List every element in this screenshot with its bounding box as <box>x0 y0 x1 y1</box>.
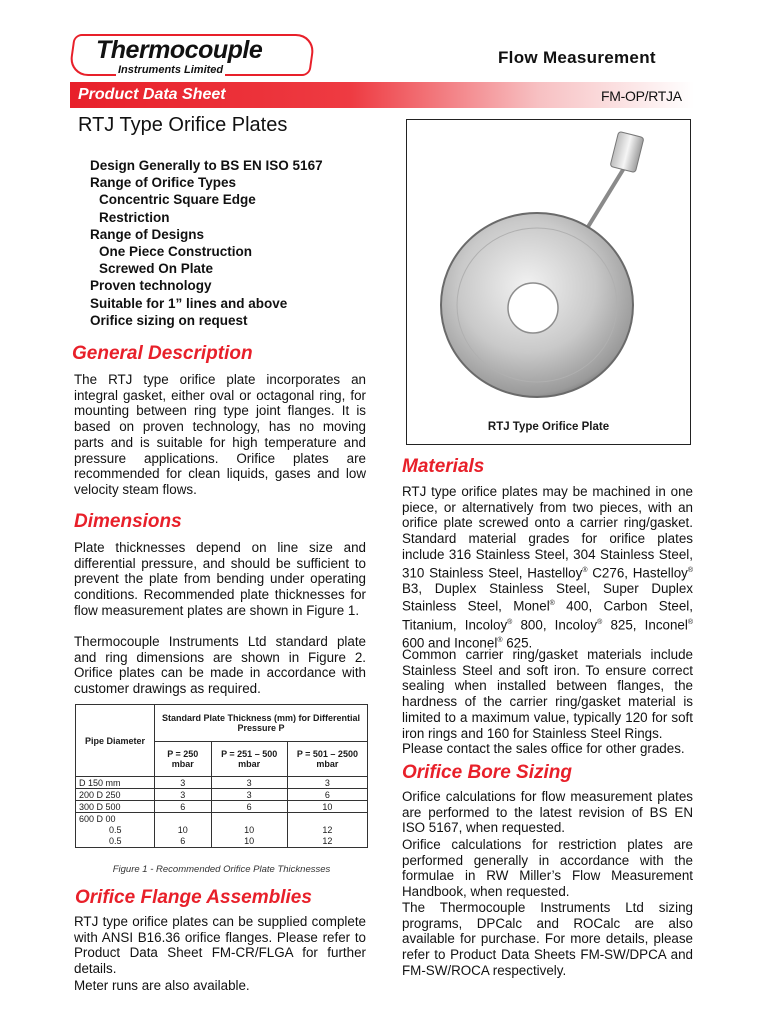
general-description-text: The RTJ type orifice plate incorporates an integral gasket, either oval or octagonal ring, for mounting between ring type joint flanges. It is based on proven technology, has no moving parts and is suitable for high temperature and pressure applications. Orifice plates are recommended for clean liquids, gases and low velocity steam flows. <box>74 372 366 497</box>
materials-text-segment: 800, Incoloy <box>512 617 598 633</box>
registered-mark: ® <box>549 600 555 608</box>
list-item: Suitable for 1” lines and above <box>90 295 288 311</box>
table-cell <box>155 813 212 848</box>
document-code: FM-OP/RTJA <box>601 88 682 104</box>
bore-sizing-text-3: The Thermocouple Instruments Ltd sizing programs, DPCalc and ROCalc are also available for purchase. For more details, please refer to Product Data Sheets FM-SW/DPCA and FM-SW/ROCA respectively. <box>402 900 693 978</box>
banner-title: Product Data Sheet <box>78 86 226 103</box>
table-cell: 300 D 500 <box>76 801 155 813</box>
cell-value: 10 <box>177 825 188 835</box>
list-item: One Piece Construction <box>99 244 253 260</box>
materials-text-segment: RTJ type orifice plates may be machined in one piece, or alternatively from two pieces, with an orifice plate screwed onto a carrier ring/gasket. Standard material grades for orifice plates include 316 Stainless Steel, 304 Stainless Steel, 310 Stainless Steel, Hastelloy <box>402 484 693 580</box>
section-title: Flow Measurement <box>498 48 656 67</box>
table-cell: 10 <box>287 801 367 813</box>
photo-caption: RTJ Type Orifice Plate <box>487 421 610 433</box>
table-row <box>76 813 368 848</box>
feature-list <box>90 157 323 329</box>
table-cell <box>287 813 367 848</box>
table-subheader: P = 251 – 500 mbar <box>211 742 287 777</box>
registered-mark: ® <box>582 566 588 574</box>
table-cell: 3 <box>287 777 367 789</box>
plate-thickness-table <box>75 704 368 848</box>
materials-text-segment: 400, Carbon Steel, Titanium, Incoloy <box>402 598 693 633</box>
table-row <box>76 801 368 813</box>
materials-text-segment: 825, Inconel <box>602 617 688 633</box>
bore-sizing-text-2: Orifice calculations for restriction plates are performed generally in accordance with the formulae in RW Miller’s Flow Measurement Handbook, when requested. <box>402 837 693 900</box>
table-subheader: P = 250 mbar <box>155 742 212 777</box>
flange-heading: Orifice Flange Assemblies <box>75 887 312 908</box>
table-cell <box>211 813 287 848</box>
table-header-group: Standard Plate Thickness (mm) for Differential Pressure P <box>155 705 368 742</box>
materials-text-2: Common carrier ring/gasket materials include Stainless Steel and soft iron. To ensure correct sealing when installed between flanges, the hardness of the carrier ring/gasket material is limited to a maximum value, typically 120 for soft iron rings and 160 for Stainless Steel Rings. <box>402 647 693 741</box>
registered-mark: ® <box>507 618 513 626</box>
table-cell: 3 <box>211 777 287 789</box>
dimensions-text-2: Thermocouple Instruments Ltd standard plate and ring dimensions are shown in Figure 2. Orifice plates can be made in accordance with customer drawings as required. <box>74 634 366 697</box>
materials-text-segment: 600 and Inconel <box>402 635 498 651</box>
table-cell: 6 <box>155 801 212 813</box>
registered-mark: ® <box>687 566 694 574</box>
flange-text: RTJ type orifice plates can be supplied complete with ANSI B16.36 orifice flanges. Please refer to Product Data Sheet FM-CR/FLGA for further details. <box>74 914 366 977</box>
table-cell: 6 <box>211 801 287 813</box>
page-title: RTJ Type Orifice Plates <box>78 114 288 136</box>
materials-heading: Materials <box>402 456 485 477</box>
list-item: Orifice sizing on request <box>90 312 248 328</box>
table-cell: 3 <box>211 789 287 801</box>
list-item: Screwed On Plate <box>99 261 214 277</box>
cell-value: 12 <box>322 825 333 835</box>
materials-text-segment: C276, Hastelloy <box>587 564 688 580</box>
registered-mark: ® <box>687 618 694 626</box>
table-cell: 3 <box>155 789 212 801</box>
logo-text: Thermocouple <box>96 36 263 64</box>
logo-subtext: Instruments Limited <box>118 64 224 76</box>
dimensions-text: Plate thicknesses depend on line size and differential pressure, and should be sufficient to prevent the plate from bending under operating conditions. Recommended plate thicknesses for flow measurement plates are shown in Figure 1. <box>74 540 366 618</box>
figure-caption: Figure 1 - Recommended Orifice Plate Thicknesses <box>112 864 331 875</box>
materials-text-segment: 625. <box>502 635 533 651</box>
table-cell: 6 <box>287 789 367 801</box>
pipe-range: 0.5 <box>109 835 122 846</box>
materials-text <box>402 484 693 651</box>
list-item: Range of Orifice Types <box>90 175 237 191</box>
orifice-plate-image <box>407 120 690 444</box>
materials-text-segment: B3, Duplex Stainless Steel, Super Duplex Stainless Steel, Monel <box>402 580 693 614</box>
cell-value: 10 <box>244 836 255 846</box>
cell-value: 6 <box>180 836 186 846</box>
list-item: Concentric Square Edge <box>99 192 256 208</box>
table-subheader: P = 501 – 2500 mbar <box>287 742 367 777</box>
table-row <box>76 789 368 801</box>
list-item: Range of Designs <box>90 226 205 242</box>
dimensions-heading: Dimensions <box>74 511 182 532</box>
materials-text-3: Please contact the sales office for other grades. <box>402 741 685 756</box>
plate-handle-tab <box>610 131 644 172</box>
flange-text-2: Meter runs are also available. <box>74 978 250 993</box>
table-cell <box>76 813 155 848</box>
registered-mark: ® <box>497 636 503 644</box>
list-item: Proven technology <box>90 278 212 294</box>
table-cell: D 150 mm <box>76 777 155 789</box>
cell-value: 12 <box>322 836 333 846</box>
pipe-range: 0.5 <box>109 824 122 835</box>
registered-mark: ® <box>597 618 603 626</box>
bore-sizing-text: Orifice calculations for flow measurement plates are performed to the latest revision of BS EN ISO 5167, when requested. <box>402 789 693 836</box>
pipe-range: 600 D 00 <box>79 813 116 824</box>
list-item: Design Generally to BS EN ISO 5167 <box>90 158 323 173</box>
bore-sizing-heading: Orifice Bore Sizing <box>402 762 572 783</box>
table-header-pipe: Pipe Diameter <box>76 705 155 777</box>
general-description-heading: General Description <box>72 343 253 364</box>
orifice-bore <box>508 283 558 333</box>
list-item: Restriction <box>99 209 170 225</box>
table-cell: 3 <box>155 777 212 789</box>
table-row <box>76 777 368 789</box>
cell-value: 10 <box>244 825 255 835</box>
table-cell: 200 D 250 <box>76 789 155 801</box>
product-photo-frame <box>406 119 691 445</box>
